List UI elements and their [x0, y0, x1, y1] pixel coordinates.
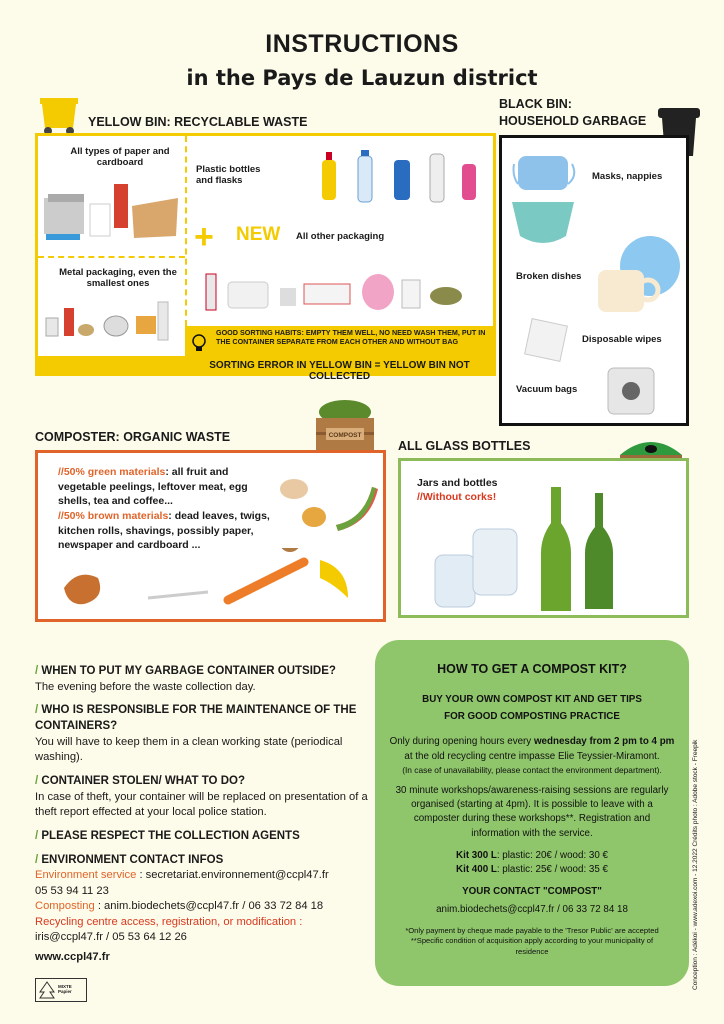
compost-kit-hours: Only during opening hours every wednesday from 2 pm to 4 pm at the old recycling centre impasse Elie Teyssier-Miramont. — [389, 736, 675, 762]
compost-note-2: **Specific condition of acquisition apply according to your municipality of residence — [410, 936, 654, 956]
compost-materials-text: //50% green materials: all fruit and vegetable peelings, leftover meat, egg shells, tea and coffee... //50% brown materials: dead leaves, twigs, kitchen rolls, shavings, possibly paper, newspaper and cardboard ... — [58, 466, 270, 552]
plastic-label: Plastic bottles and flasks — [196, 164, 261, 187]
wipes-icon — [524, 318, 568, 362]
glass-panel — [398, 458, 689, 618]
page-subtitle: in the Pays de Lauzun district — [186, 66, 538, 90]
fsc-logo: MIXTE Papier — [35, 978, 87, 1002]
faq-answer: You will have to keep them in a clean working state (periodical washing). — [35, 736, 343, 764]
contact-environment-phone: 05 53 94 11 23 — [35, 884, 109, 897]
jars-label: Jars and bottles — [417, 477, 498, 489]
mask-icon — [512, 146, 580, 198]
glass-title: ALL GLASS BOTTLES — [398, 439, 531, 453]
website-link[interactable]: www.ccpl47.fr — [35, 950, 110, 963]
black-bin-panel — [499, 135, 689, 426]
black-item-dishes: Broken dishes — [516, 271, 582, 282]
glass-bottles-icon — [539, 483, 619, 615]
composter-title: COMPOSTER: ORGANIC WASTE — [35, 430, 231, 444]
sorting-error-text: SORTING ERROR IN YELLOW BIN = YELLOW BIN NOT COLLECTED — [209, 360, 470, 382]
black-bin-title: BLACK BIN: HOUSEHOLD GARBAGE — [499, 97, 647, 128]
vacuum-bag-icon — [606, 366, 656, 416]
metal-packaging-icon — [42, 300, 182, 350]
organic-waste-icons — [58, 548, 378, 618]
paper-label: All types of paper and cardboard — [70, 146, 170, 169]
faq-question: / PLEASE RESPECT THE COLLECTION AGENTS — [35, 829, 371, 845]
compost-contact-value: anim.biodechets@ccpl47.fr / 06 33 72 84 18 — [436, 904, 628, 916]
broken-dishes-icon — [598, 230, 688, 320]
credits: Conception : Adékoi - www.adexoi.com - 12.2022 Crédits photo : Adobe stock - Freepik — [692, 739, 699, 990]
green-materials-label: //50% green materials — [58, 466, 166, 478]
new-label: NEW — [236, 224, 281, 245]
other-packaging-label: All other packaging — [296, 231, 385, 242]
nappy-icon — [508, 196, 578, 250]
contacts-title: / ENVIRONMENT CONTACT INFOS — [35, 853, 371, 869]
contact-recycling-label: Recycling centre access, registration, or modification : — [35, 915, 303, 928]
contact-recycling-value: iris@ccpl47.fr / 05 53 64 12 26 — [35, 931, 187, 944]
yellow-bin-title: YELLOW BIN: RECYCLABLE WASTE — [88, 115, 308, 129]
contact-environment: Environment service : secretariat.environnement@ccpl47.fr — [35, 869, 329, 882]
corks-label: //Without corks! — [417, 491, 497, 503]
compost-kit-workshops: 30 minute workshops/awareness-raising sessions are regularly organised (starting at 4pm). It is possible to leave with a composter during these workshops**. Registration and information with the service. — [395, 785, 669, 839]
kit-400-price: Kit 400 L: plastic: 25€ / wood: 35 € — [456, 864, 608, 876]
faq-answer: In case of theft, your container will be replaced on presentation of a theft report effected at your local police station. — [35, 790, 368, 819]
compost-contact-title: YOUR CONTACT "COMPOST" — [462, 886, 602, 898]
faq-question: / WHO IS RESPONSIBLE FOR THE MAINTENANCE OF THE CONTAINERS? — [35, 703, 371, 735]
compost-kit-subtitle: BUY YOUR OWN COMPOST KIT AND GET TIPS FOR GOOD COMPOSTING PRACTICE — [422, 694, 642, 722]
compost-kit-unavailability: (In case of unavailability, please contact the environment department). — [402, 764, 662, 775]
compost-kit-title: HOW TO GET A COMPOST KIT? — [437, 662, 627, 676]
jars-icon — [431, 521, 541, 611]
faq-section — [35, 664, 371, 965]
kit-300-price: Kit 300 L: plastic: 20€ / wood: 30 € — [456, 849, 608, 861]
faq-question: / CONTAINER STOLEN/ WHAT TO DO? — [35, 774, 371, 790]
compost-crate-label: COMPOST — [328, 432, 362, 439]
paper-cardboard-icon — [42, 176, 182, 248]
compost-kit-panel — [375, 640, 689, 986]
contact-composting: Composting : anim.biodechets@ccpl47.fr / 06 33 72 84 18 — [35, 900, 324, 913]
lightbulb-icon — [190, 332, 208, 354]
yellow-bin-icon — [36, 94, 82, 136]
metal-label: Metal packaging, even the smallest ones — [59, 267, 177, 290]
faq-answer: The evening before the waste collection day. — [35, 680, 256, 693]
fruit-peelings-icon — [276, 473, 382, 543]
other-packaging-icon — [198, 266, 488, 316]
compost-note-1: *Only payment by cheque made payable to the 'Tresor Public' are accepted — [405, 925, 659, 935]
sorting-habits-text: GOOD SORTING HABITS: EMPTY THEM WELL, NO NEED WASH THEM, PUT IN THE CONTAINER SEPARATE FROM EACH OTHER AND WITHOUT BAG — [216, 328, 486, 346]
plastic-bottles-icon — [316, 146, 486, 206]
black-item-wipes: Disposable wipes — [582, 334, 662, 345]
black-item-masks: Masks, nappies — [592, 171, 663, 182]
black-item-vacuum: Vacuum bags — [516, 384, 578, 395]
plus-icon: + — [194, 218, 214, 256]
page-title: INSTRUCTIONS — [265, 30, 459, 58]
faq-question: / WHEN TO PUT MY GARBAGE CONTAINER OUTSIDE? — [35, 664, 371, 680]
brown-materials-label: //50% brown materials — [58, 510, 169, 523]
yellow-bin-panel — [35, 133, 496, 382]
tree-icon — [38, 980, 56, 1002]
